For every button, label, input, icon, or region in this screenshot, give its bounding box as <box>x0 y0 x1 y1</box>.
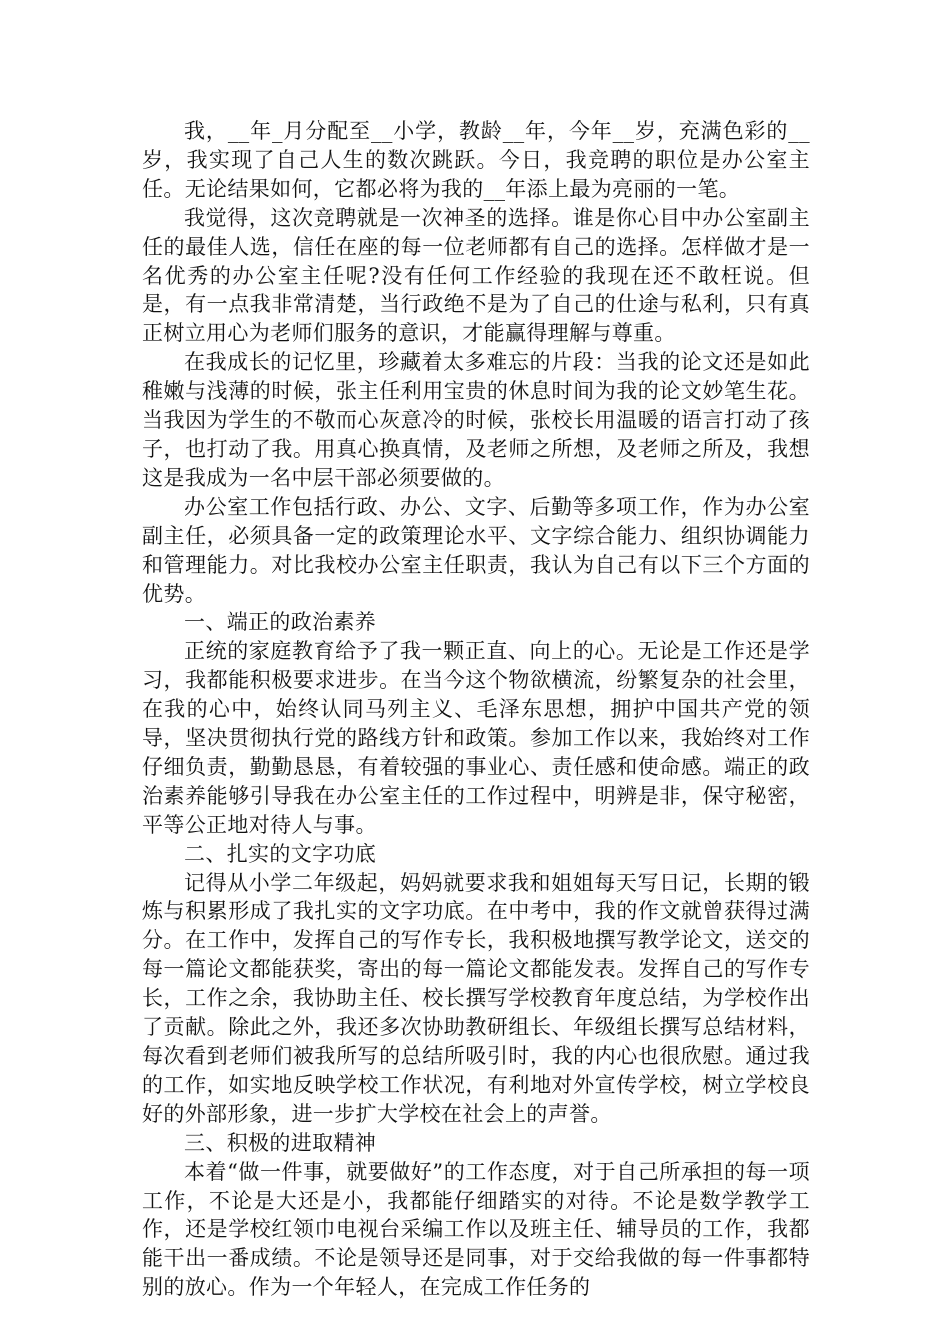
paragraph-choice: 我觉得，这次竞聘就是一次神圣的选择。谁是你心目中办公室副主任的最佳人选，信任在座的每一位老师都有自己的选择。怎样做才是一名优秀的办公室主任呢?没有任何工作经验的我现在还不敢枉说。但是，有一点我非常清楚，当行政绝不是为了自己的仕途与私利，只有真正树立用心为老师们服务的意识，才能赢得理解与尊重。 <box>142 205 810 346</box>
paragraph-political: 正统的家庭教育给予了我一颗正直、向上的心。无论是工作还是学习，我都能积极要求进步。在当今这个物欲横流，纷繁复杂的社会里，在我的心中，始终认同马列主义、毛泽东思想，拥护中国共产党的领导，坚决贯彻执行党的路线方针和政策。参加工作以来，我始终对工作仔细负责，勤勤恳恳，有着较强的事业心、责任感和使命感。端正的政治素养能够引导我在办公室主任的工作过程中，明辨是非，保守秘密，平等公正地对待人与事。 <box>142 639 810 837</box>
paragraph-progress: 本着“做一件事，就要做好”的工作态度，对于自己所承担的每一项工作，不论是大还是小，我都能仔细踏实的对待。不论是数学教学工作，还是学校红领巾电视台采编工作以及班主任、辅导员的工作，我都能干出一番成绩。不论是领导还是同事，对于交给我做的每一件事都特别的放心。作为一个年轻人，在完成工作任务的 <box>142 1159 810 1300</box>
paragraph-writing: 记得从小学二年级起，妈妈就要求我和姐姐每天写日记，长期的锻炼与积累形成了我扎实的文字功底。在中考中，我的作文就曾获得过满分。在工作中，发挥自己的写作专长，我积极地撰写教学论文，送交的每一篇论文都能获奖，寄出的每一篇论文都能发表。发挥自己的写作专长，工作之余，我协助主任、校长撰写学校教育年度总结，为学校作出了贡献。除此之外，我还多次协助教研组长、年级组长撰写总结材料，每次看到老师们被我所写的总结所吸引时，我的内心也很欣慰。通过我的工作，如实地反映学校工作状况，有利地对外宣传学校，树立学校良好的外部形象，进一步扩大学校在社会上的声誉。 <box>142 870 810 1126</box>
paragraph-office-work: 办公室工作包括行政、办公、文字、后勤等多项工作，作为办公室副主任，必须具备一定的政策理论水平、文字综合能力、组织协调能力和管理能力。对比我校办公室主任职责，我认为自己有以下三个方面的优势。 <box>142 494 810 606</box>
section-heading-progress: 三、积极的进取精神 <box>184 1130 377 1155</box>
section-heading-political: 一、端正的政治素养 <box>184 610 377 635</box>
document-body <box>142 117 810 1302</box>
paragraph-memory: 在我成长的记忆里，珍藏着太多难忘的片段：当我的论文还是如此稚嫩与浅薄的时候，张主任利用宝贵的休息时间为我的论文妙笔生花。当我因为学生的不敬而心灰意冷的时候，张校长用温暖的语言打动了孩子，也打动了我。用真心换真情，及老师之所想，及老师之所及，我想这是我成为一名中层干部必须要做的。 <box>142 350 810 490</box>
paragraph-intro: 我，__年_月分配至__小学，教龄__年，今年__岁，充满色彩的__岁，我实现了自己人生的数次跳跃。今日，我竞聘的职位是办公室主任。无论结果如何，它都必将为我的__年添上最为亮丽的一笔。 <box>142 119 810 201</box>
section-heading-writing: 二、扎实的文字功底 <box>184 841 377 866</box>
